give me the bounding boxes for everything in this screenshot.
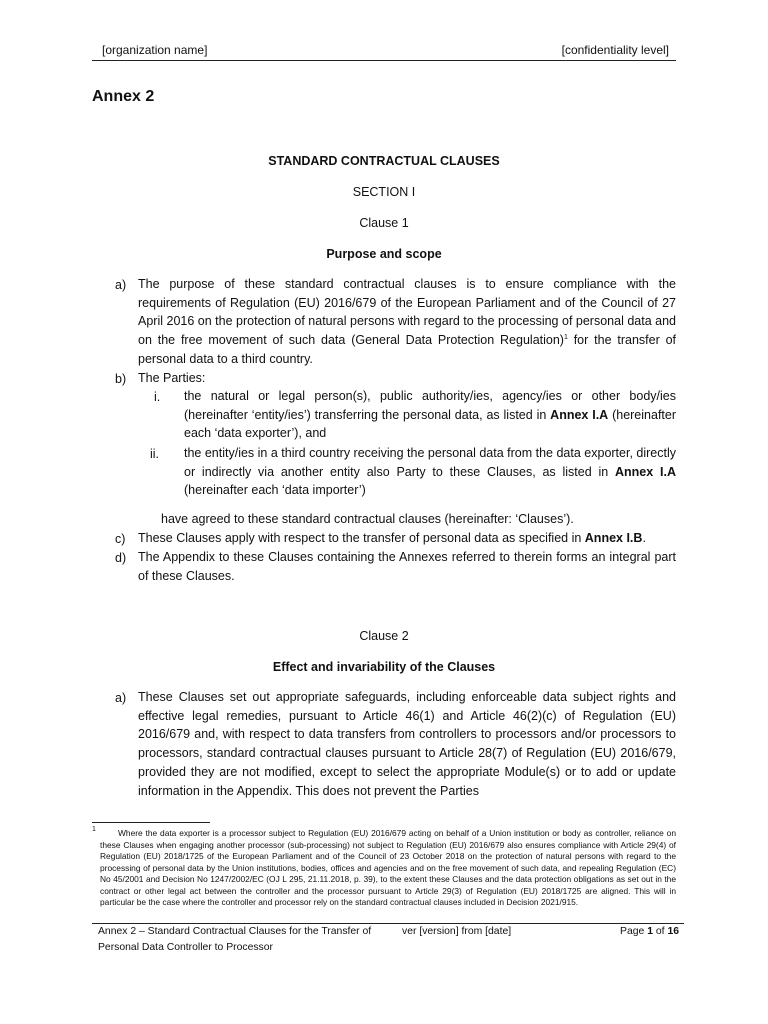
footer-version: ver [version] from [date] <box>402 926 512 937</box>
clause-1-b-marker: b) <box>115 372 127 386</box>
footer-page-number: Page 1 of 16 <box>620 926 679 937</box>
document-title: STANDARD CONTRACTUAL CLAUSES <box>268 154 500 168</box>
clause-1-d-text: The Appendix to these Clauses containing the Annexes referred to therein forms an integral part of these Clauses. <box>138 550 676 583</box>
clause-1-number: Clause 1 <box>359 216 409 230</box>
annex-title: Annex 2 <box>92 88 155 105</box>
clause-1-agreed-text: have agreed to these standard contractual clauses (hereinafter: ‘Clauses’). <box>161 512 574 526</box>
clause-1-d-marker: d) <box>115 551 127 565</box>
header-organization-name: [organization name] <box>102 43 208 57</box>
clause-2-a-marker: a) <box>115 691 127 705</box>
footer-document-title: Annex 2 – Standard Contractual Clauses for the Transfer of Personal Data Controller to Processor <box>98 926 372 953</box>
header-rule <box>92 60 676 61</box>
footnote-separator <box>92 822 210 823</box>
footnote-text: Where the data exporter is a processor subject to Regulation (EU) 2016/679 acting on behalf of a Union institution or body as controller, reliance on these Clauses when engaging another processor (sub-processing) not subject to Regulation (EU) 2016/679 also ensures compliance with Article 29(4) of Regulation (EU) 2018/1725 of the European Parliament and of the Council of 23 October 2018 on the protection of natural persons with regard to the processing of personal data by the Union institutions, bodies, offices and agencies and on the free movement of such data, and repealing Regulation (EC) No 45/2001 and Decision No 1247/2002/EC (OJ L 295, 21.11.2018, p. 39), to the extent these Clauses and the data protection obligations as set out in the contract or other legal act between the controller and the processor pursuant to Article 29(3) of Regulation (EU) 2018/1725 are aligned. This will in particular be the case where the controller and processor rely on the standard contractual clauses included in Decision 2021/915. <box>100 828 676 907</box>
footnote-mark: 1 <box>92 826 96 833</box>
clause-2-heading: Effect and invariability of the Clauses <box>272 660 496 674</box>
section-heading: SECTION I <box>352 185 416 199</box>
header-confidentiality-level: [confidentiality level] <box>561 43 669 57</box>
clause-1-a-text: The purpose of these standard contractual clauses is to ensure compliance with the requirements of Regulation (EU) 2016/679 of the European Parliament and of the Council of 27 April 2016 on the protection of natural persons with regard to the processing of personal data and on the free movement of such data (General Data Protection Regulation)$^1$ for the transfer of personal data to a third country. <box>138 277 676 366</box>
clause-1-b-ii-marker: ii. <box>150 447 160 461</box>
footnote-ref: 1 <box>563 334 568 342</box>
clause-2-number: Clause 2 <box>359 629 409 643</box>
clause-1-a-marker: a) <box>115 278 127 292</box>
clause-1-c-marker: c) <box>115 532 126 546</box>
clause-1-b-text: The Parties: <box>138 371 206 385</box>
clause-2-a-text: These Clauses set out appropriate safeguards, including enforceable data subject rights and effective legal remedies, pursuant to Article 46(1) and Article 46(2)(c) of Regulation (EU) 2016/679 and, with respect to data transfers from controllers to processors and/or processors to processors, standard contractual clauses pursuant to Article 28(7) of Regulation (EU) 2016/679, provided they are not modified, except to select the appropriate Module(s) or to add or update information in the Appendix. This does not prevent the Parties <box>138 690 676 798</box>
clause-1-b-ii-text: the entity/ies in a third country receiving the personal data from the data exporter, directly or indirectly via another entity also Party to these Clauses, as listed in Annex I.A (hereinafter each ‘data importer’) <box>184 446 676 498</box>
clause-1-b-i-text: the natural or legal person(s), public authority/ies, agency/ies or other body/ies (hereinafter ‘entity/ies’) transferring the personal data, as listed in Annex I.A (hereinafter each ‘data exporter’), and <box>184 389 677 441</box>
clause-1-heading: Purpose and scope <box>326 247 442 261</box>
clause-1-c-text: These Clauses apply with respect to the transfer of personal data as specified in Annex I.B. <box>138 531 646 545</box>
clause-1-b-i-marker: i. <box>154 390 161 404</box>
